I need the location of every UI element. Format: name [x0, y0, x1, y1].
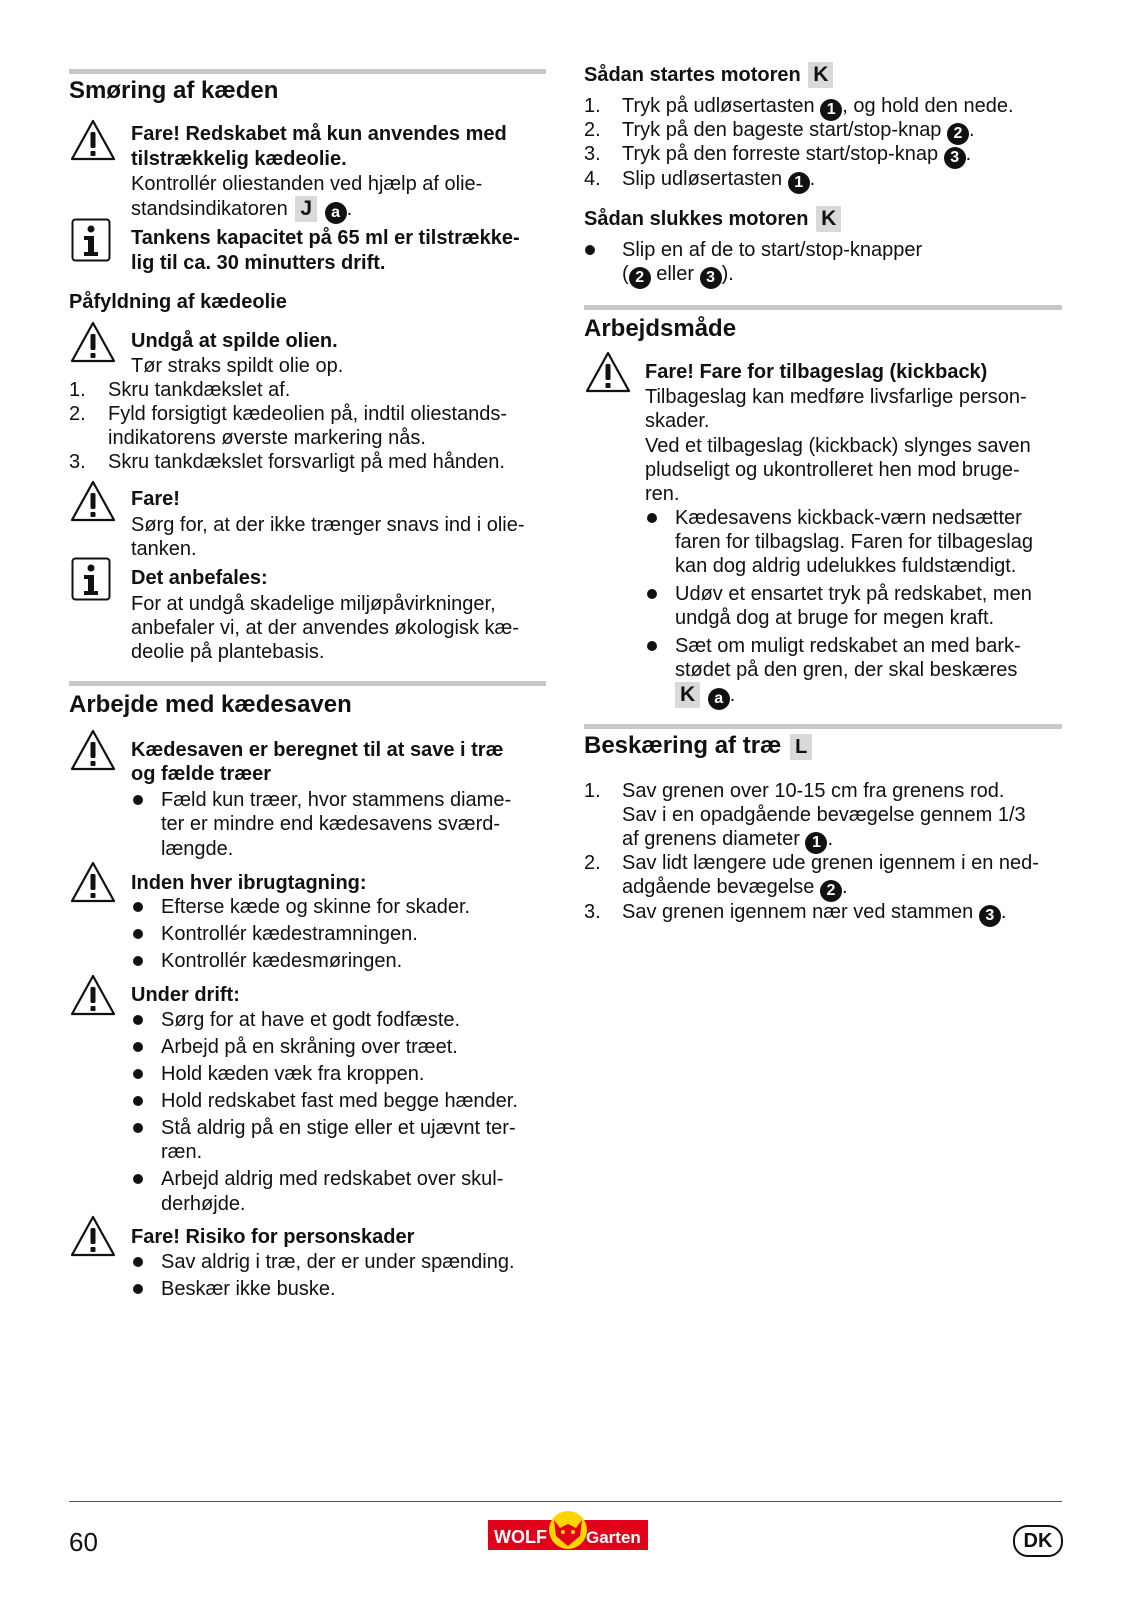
step-text: adgående bevægelse 2 .	[622, 875, 848, 902]
warning-text: tilstrækkelig kædeolie.	[131, 148, 347, 170]
callout-circle: 2	[820, 880, 842, 902]
bullet	[133, 956, 143, 966]
bullet-text: Kontrollér kædesmøringen.	[161, 950, 403, 972]
body-text: Ved et tilbageslag (kickback) slynges saven	[645, 435, 1031, 457]
bullet-text: faren for tilbagslag. Faren for tilbageslag	[675, 531, 1033, 553]
warning-text: Fare!	[131, 488, 180, 510]
warning-text: og fælde træer	[131, 763, 272, 785]
callout-circle: 3	[944, 147, 966, 169]
section-title-tree-pruning	[584, 732, 814, 760]
subsection-title-start-motor	[584, 62, 835, 88]
info-icon	[71, 218, 111, 262]
warning-text: Fare! Redskabet må kun anvendes med	[131, 123, 507, 145]
info-text: Tankens kapacitet på 65 ml er tilstrække-	[131, 227, 520, 249]
callout-circle: 2	[947, 123, 969, 145]
bullet	[585, 245, 595, 255]
warning-icon	[69, 479, 117, 523]
step-text-part: Tryk på den bageste start/stop-knap	[622, 119, 942, 141]
bullet	[133, 902, 143, 912]
bullet-text: Kædesavens kickback-værn nedsætter	[675, 507, 1022, 529]
bullet-text: Sørg for at have et godt fodfæste.	[161, 1009, 461, 1031]
bullet-text: undgå dog at bruge for megen kraft.	[675, 607, 995, 629]
stop-title-text: Sådan slukkes motoren	[584, 208, 809, 230]
bullet-text: stødet på den gren, der skal beskæres	[675, 659, 1018, 681]
callout-circle: a	[325, 202, 347, 224]
step-text: Sav i en opadgående bevægelse gennem 1/3	[622, 804, 1026, 826]
callout-circle: 3	[979, 905, 1001, 927]
step-text	[622, 142, 971, 169]
step-text-part: af grenens diameter	[622, 828, 800, 850]
bullet-text: Hold redskabet fast med begge hænder.	[161, 1090, 518, 1112]
step-number: 4.	[584, 168, 601, 190]
subsection-title-stop-motor	[584, 206, 843, 232]
language-badge: DK	[1013, 1525, 1063, 1557]
bullet-text: Hold kæden væk fra kroppen.	[161, 1063, 425, 1085]
bullet-text: Kontrollér kædestramningen.	[161, 923, 418, 945]
step-number: 3.	[584, 901, 601, 923]
bullet	[133, 1069, 143, 1079]
callout-circle: 2	[629, 267, 651, 289]
info-text: Det anbefales:	[131, 567, 268, 589]
body-text: Kontrollér oliestanden ved hjælp af olie-	[131, 173, 483, 195]
body-text: standsindikatoren	[131, 198, 288, 220]
start-title-text: Sådan startes motoren	[584, 64, 801, 86]
bullet	[133, 1257, 143, 1267]
step-number: 2.	[69, 403, 86, 425]
section-rule	[69, 681, 546, 686]
callout-circle: 1	[805, 832, 827, 854]
bullet	[133, 1174, 143, 1184]
step-text: indikatorens øverste markering nås.	[108, 427, 426, 449]
step-text-part: .	[809, 168, 816, 190]
step-text-part: .	[969, 119, 975, 141]
step-text	[622, 167, 815, 194]
step-number: 1.	[69, 379, 86, 401]
callout-circle: 1	[788, 172, 810, 194]
bullet	[133, 1042, 143, 1052]
body-text: ren.	[645, 483, 680, 505]
bullet	[647, 589, 657, 599]
bullet-text: Efterse kæde og skinne for skader.	[161, 896, 471, 918]
section-rule	[584, 305, 1062, 310]
step-number: 1.	[584, 95, 601, 117]
body-text: skader.	[645, 410, 710, 432]
bullet	[133, 1284, 143, 1294]
callout-circle: 1	[820, 99, 842, 121]
figure-ref-tag: L	[790, 734, 812, 760]
body-text: anbefaler vi, at der anvendes økologisk kæ-	[131, 617, 519, 639]
warning-icon	[69, 320, 117, 364]
body-text: Tør straks spildt olie op.	[131, 355, 344, 377]
warning-text: Under drift:	[131, 984, 240, 1006]
bullet	[133, 1015, 143, 1025]
bullet-text: ter er mindre end kædesavens sværd-	[161, 813, 501, 835]
bullet-text: Beskær ikke buske.	[161, 1278, 336, 1300]
warning-icon	[69, 973, 117, 1017]
step-number: 2.	[584, 852, 601, 874]
bullet-text-ref: K a .	[673, 682, 735, 710]
section-rule	[584, 724, 1062, 729]
step-text-part: Slip udløsertasten	[622, 168, 783, 190]
warning-text: Fare! Fare for tilbageslag (kickback)	[645, 361, 988, 383]
step-text	[622, 118, 975, 145]
warning-text: Kædesaven er beregnet til at save i træ	[131, 739, 504, 761]
bullet	[647, 513, 657, 523]
warning-icon	[69, 860, 117, 904]
brand-text-left: WOLF	[494, 1527, 547, 1547]
bullet-text: Fæld kun træer, hvor stammens diame-	[161, 789, 512, 811]
step-text: Fyld forsigtigt kædeolien på, indtil oliestands-	[108, 403, 508, 425]
bullet-text: Arbejd aldrig med redskabet over skul-	[161, 1168, 504, 1190]
page-number: 60	[69, 1527, 98, 1557]
bullet-text: Sæt om muligt redskabet an med bark-	[675, 635, 1021, 657]
info-icon	[71, 557, 111, 601]
text-part: ).	[721, 263, 734, 285]
section-title-working-method: Arbejdsmåde	[584, 315, 737, 342]
bullet	[133, 1123, 143, 1133]
step-text: af grenens diameter 1 .	[622, 827, 833, 854]
body-text-with-ref: standsindikatoren J a .	[131, 196, 352, 224]
bullet-text: derhøjde.	[161, 1193, 246, 1215]
bullet-text: længde.	[161, 838, 234, 860]
step-text-part: .	[965, 143, 972, 165]
bullet-text: kan dog aldrig udelukkes fuldstændigt.	[675, 555, 1017, 577]
wolf-garten-logo	[488, 1506, 648, 1554]
bullet-text: ræn.	[161, 1141, 203, 1163]
step-text: Sav grenen over 10-15 cm fra grenens rod.	[622, 780, 1005, 802]
step-text-part: , og hold den nede.	[842, 95, 1014, 117]
footer-rule	[69, 1501, 1062, 1502]
step-text: Sav grenen igennem nær ved stammen 3 .	[622, 900, 1006, 927]
section-rule	[69, 69, 546, 74]
warning-text: Fare! Risiko for personskader	[131, 1226, 415, 1248]
step-text: Skru tankdækslet af.	[108, 379, 291, 401]
warning-icon	[69, 728, 117, 772]
body-text: tanken.	[131, 538, 197, 560]
figure-ref-tag: K	[675, 682, 700, 708]
subsection-title-oil-filling: Påfyldning af kædeolie	[69, 291, 287, 313]
step-text-part: Tryk på den forreste start/stop-knap	[622, 143, 939, 165]
step-text: Sav lidt længere ude grenen igennem i en ned-	[622, 852, 1039, 874]
bullet	[133, 929, 143, 939]
bullet-text: Stå aldrig på en stige eller et ujævnt ter-	[161, 1117, 516, 1139]
brand-text-right: Garten	[586, 1528, 641, 1547]
body-text: Tilbageslag kan medføre livsfarlige person-	[645, 386, 1027, 408]
text-part: (	[622, 263, 629, 285]
section-title-working-with-chainsaw: Arbejde med kædesaven	[69, 691, 352, 718]
step-text	[622, 94, 1014, 121]
bullet	[133, 795, 143, 805]
body-text: deolie på plantebasis.	[131, 641, 325, 663]
bullet	[647, 641, 657, 651]
text-part: eller	[650, 263, 700, 285]
warning-icon	[69, 1214, 117, 1258]
step-text-part: Sav grenen igennem nær ved stammen	[622, 901, 974, 923]
step-number: 3.	[69, 451, 86, 473]
bullet-text: Arbejd på en skråning over træet.	[161, 1036, 458, 1058]
step-number: 3.	[584, 143, 601, 165]
step-number: 1.	[584, 780, 601, 802]
bullet	[133, 1096, 143, 1106]
body-text: Sørg for, at der ikke trænger snavs ind i olie-	[131, 514, 525, 536]
step-text: Skru tankdækslet forsvarligt på med hånden.	[108, 451, 505, 473]
body-text: pludseligt og ukontrolleret hen mod bruge-	[645, 459, 1020, 481]
bullet-text: Slip en af de to start/stop-knapper	[622, 239, 923, 261]
warning-icon	[584, 350, 632, 394]
callout-circle: a	[708, 688, 730, 710]
bullet-text: Udøv et ensartet tryk på redskabet, men	[675, 583, 1032, 605]
callout-circle: 3	[700, 267, 722, 289]
bullet-text	[622, 262, 734, 289]
figure-ref-tag: J	[295, 196, 317, 222]
body-text: For at undgå skadelige miljøpåvirkninger,	[131, 593, 496, 615]
step-text-part: Tryk på udløsertasten	[622, 95, 815, 117]
step-text-part: adgående bevægelse	[622, 876, 815, 898]
section-title-chain-lubrication: Smøring af kæden	[69, 77, 279, 104]
step-number: 2.	[584, 119, 601, 141]
warning-text: Undgå at spilde olien.	[131, 330, 338, 352]
figure-ref-tag: K	[816, 206, 841, 232]
warning-text: Inden hver ibrugtagning:	[131, 872, 367, 894]
warning-icon	[69, 118, 117, 162]
figure-ref-tag: K	[808, 62, 833, 88]
bullet-text: Sav aldrig i træ, der er under spænding.	[161, 1251, 515, 1273]
prune-title-text: Beskæring af træ	[584, 732, 782, 759]
info-text: lig til ca. 30 minutters drift.	[131, 252, 386, 274]
